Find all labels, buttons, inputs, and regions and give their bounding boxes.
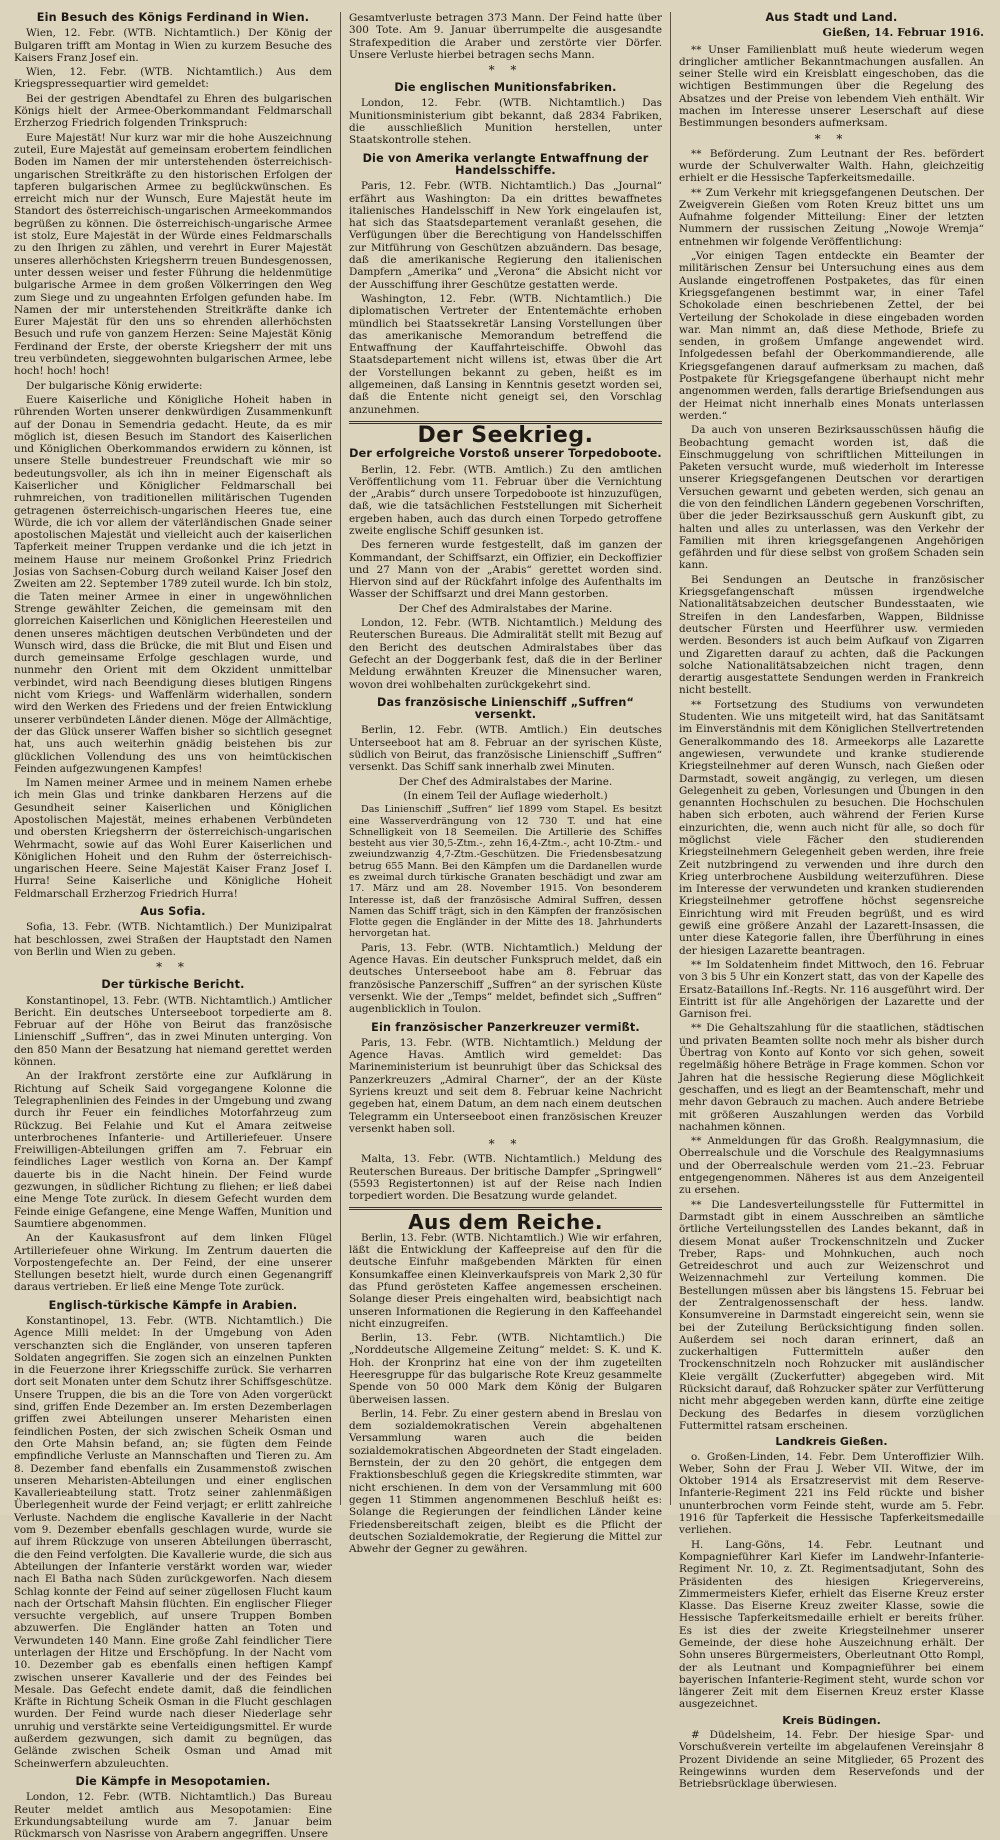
article-headline: Ein französischer Panzerkreuzer vermißt. <box>371 1020 640 1034</box>
article-paragraph: H. Lang-Göns, 14. Febr. Leutnant und Kompagnieführer Karl Kiefer im Landwehr-Infanterie-Regiment Nr. 10, z. Zt. Regimentsadjutant, Sohn des Präsidenten des hiesigen Kriegervereins, Zimmermeisters Kiefer, erhielt das Eiserne Kreuz erster Klasse. Das Eiserne Kreuz zweiter Klasse, sowie die Hessische Tapferkeitsmedaille erhielt er bereits früher. Es ist dies der zweite Kriegsteilnehmer unserer Gemeinde, der diese hohe Auszeichnung erhält. Der Sohn unseres Bürgermeisters, Oberleutnant Otto Rompl, der als Leutnant und Kompagnieführer bei einem bayerischen Infanterie-Regiment steht, wurde schon vor längerer Zeit mit dem Eisernen Kreuz erster Klasse ausgezeichnet. <box>679 1538 984 1711</box>
article-paragraph: Da auch von unseren Bezirksausschüssen häufig die Beobachtung gemacht worden ist, daß die Einschmuggelung von schriftlichen Mitteilungen in Paketen versucht wurde, muß wiederholt im Interesse unserer Kriegsgefangenen Deutschen vor derartigen Versuchen gewarnt und gebeten werden, sich genau an die von den feindlichen Ländern gegebenen Vorschriften, über die jeder Bezirksausschuß gern Auskunft gibt, zu halten und alles zu unterlassen, was den Verkehr der Familien mit ihren kriegsgefangenen Angehörigen gefährden und für diese selbst von großem Schaden sein kann. <box>679 424 984 572</box>
article-paragraph: Konstantinopel, 13. Febr. (WTB. Nichtamtlich.) Amtlicher Bericht. Ein deutsches Unterseeboot torpedierte am 8. Februar auf der Höhe von Beirut das französische Linienschiff „Suffren“, das in zwei Minuten unterging. Von den 850 Mann der Besatzung hat niemand gerettet werden können. <box>14 994 332 1069</box>
dateline: Gießen, 14. Februar 1916. <box>822 26 984 40</box>
article-paragraph: Sofia, 13. Febr. (WTB. Nichtamtlich.) Der Munizipalrat hat beschlossen, zwei Straßen der Hauptstadt den Namen von Berlin und Wien zu geben. <box>14 921 332 958</box>
article-paragraph: ** Die Landesverteilungsstelle für Futtermittel in Darmstadt gibt in einem Ausschreiben an sämtliche örtliche Verteilungsstellen des Landes bekannt, daß in diesem Monat außer Trockenschnitzeln und Zucker Treber, Raps- und Mohnkuchen, auch noch Getreideschrot und auch zur Weizenschrot und Weizennachmehl zur Verteilung kommen. Die Bestellungen müssen aber bis längstens 15. Februar bei der Zentralgenossenschaft der hess. landw. Konsumvereine in Darmstadt eingereicht sein, wenn sie bei der Zuteilung Berücksichtigung finden sollen. Außerdem sei noch daran erinnert, daß an zuckerhaltigen Futtermitteln außer den Trockenschnitzeln noch Rohzucker mit ausländischer Kleie vergällt (Zuckerfutter) abgegeben wird. Mit Rücksicht darauf, daß Rohzucker später zur Verfütterung nicht mehr abgegeben werden kann, dürfte eine zeitige Deckung des Bedarfes in diesem vorzüglichen Futtermittel ratsam erscheinen. <box>679 1198 984 1432</box>
section-heading: Aus dem Reiche. <box>408 1210 603 1235</box>
article-paragraph: Der Chef des Admiralstabes der Marine. <box>398 775 613 788</box>
subsection-heading: Kreis Büdingen. <box>782 1713 881 1727</box>
article-paragraph: An der Irakfront zerstörte eine zur Aufklärung in Richtung auf Scheik Said vorgegangene Kolonne die Telegraphenlinien des Feindes in der Umgebung und zwang durch ihr Feuer ein feindliches Motorfahrzeug zum Rückzug. Bei Felahie und Kut el Amara zeitweise unterbrochenes Infanterie- und Artilleriefeuer. Unsere Freiwilligen-Abteilungen griffen am 7. Februar ein feindliches Lager westlich von Korna an. Der Kampf dauerte bis in die Nacht hinein. Der Feind wurde gezwungen, in südlicher Richtung zu fliehen; er ließ dabei eine Menge Tote zurück. In diesem Gefecht wurden dem Feinde einige Gefangene, eine Menge Waffen, Munition und Saumtiere abgenommen. <box>14 1070 332 1230</box>
article-paragraph: Des ferneren wurde festgestellt, daß im ganzen der Kommandant, der Schiffsarzt, ein Offizier, ein Deckoffizier und 27 Mann von der „Arabis“ gerettet worden sind. Hiervon sind auf der Rückfahrt infolge des Aufenthalts im Wasser der Schiffsarzt und drei Mann gestorben. <box>349 539 662 601</box>
section-divider-stars: * * <box>488 1137 523 1152</box>
article-paragraph: Washington, 12. Febr. (WTB. Nichtamtlich.) Die diplomatischen Vertreter der Ententemächte erhoben mündlich bei Staatssekretär Lansing Vorstellungen über das amerikanische Memorandum betreffend die Entwaffnung der Kauffahrteischiffe. Obwohl das Staatsdepartement nicht willens ist, etwas über die Art der Vorstellungen bekannt zu geben, heißt es im allgemeinen, daß Lansing in Kenntnis gesetzt worden sei, daß die Entente nicht geneigt sei, den Vorschlag anzunehmen. <box>349 292 662 416</box>
column-left <box>12 11 340 1840</box>
section-divider-stars: * * <box>814 131 849 146</box>
column-right <box>670 11 986 1791</box>
article-paragraph: Der bulgarische König erwiderte: <box>26 379 203 392</box>
article-paragraph: Bei Sendungen an Deutsche in französischer Kriegsgefangenschaft müssen irgendwelche Nationalitätsabzeichen deutscher Bundesstaaten, wie Streifen in den Landesfarben, Wappen, Bildnisse deutscher Fürsten und Heerführer usw. vermieden werden. Besonders ist auch beim Aufkauf von Zigarren und Zigaretten darauf zu achten, daß die Packungen solche Nationalitätsabzeichen nicht tragen, denn derartig ausgestattete Sendungen werden in Frankreich nicht bestellt. <box>679 573 984 697</box>
article-paragraph: Der Chef des Admiralstabes der Marine. <box>398 602 613 615</box>
section-heading: Der Seekrieg. <box>417 422 594 448</box>
article-paragraph: Berlin, 12. Febr. (WTB. Amtlich.) Zu den amtlichen Veröffentlichung vom 11. Februar über die Vernichtung der „Arabis“ durch unsere Torpedoboote ist hinzuzufügen, daß, wie die tatsächlichen Feststellungen mit Sicherheit ergeben haben, auch das durch einen Torpedo getroffene zweite englische Schiff gesunken ist. <box>349 463 662 537</box>
article-headline: Der erfolgreiche Vorstoß unserer Torpedoboote. <box>349 447 662 461</box>
article-paragraph: London, 12. Febr. (WTB. Nichtamtlich.) Das Munitionsministerium gibt bekannt, daß 2834 Fabriken, die ausschließlich Munition herstellen, unter Staatskontrolle stehen. <box>349 97 662 147</box>
article-paragraph: Euere Kaiserliche und Königliche Hoheit haben in rührenden Worten unserer denkwürdigen Zusammenkunft auf der Donau in Semendria gedacht. Heute, da es mir möglich ist, diesen Besuch im Standort des Kaiserlichen und Königlichen Oberkommandos erwidern zu können, ist unsere Stelle bundestreuer Freundschaft wie mir so bedeutungsvoller, als ich ihn in meiner Eigenschaft als Kaiserlicher und Königlicher Feldmarschall bei ruhmreichen, von traditionellen militärischen Tugenden getragenen österreichisch-ungarischen Heeres tue, eine Würde, die ich vor allem der väterländischen Gnade seiner apostolischen Majestät und vielleicht auch der kaiserlichen Tapferkeit meiner Truppen verdanke und die ich jetzt in meinem Hause nur meinem Großonkel Prinz Friedrich Josias von Sachsen-Coburg durch weiland Kaiser Josef den Zweiten am 22. September 1789 zuteil wurde. Ich bin stolz, die Taten meiner Armee in einer in ungewöhnlichen Strenge gewählter Zeichen, die gemeinsam mit den glorreichen Kaiserlichen und Königlichen Heeresteilen und denen unseres mächtigen deutschen Verbündeten und der Wunsch wird, dass die Brücke, die mit Blut und Eisen und durch gemeinsame Erfolge geschlagen wurde, und nunmehr den Orient mit dem Okzident unmittelbar verbindet, wird nach Beendigung dieses blutigen Ringens nicht vom Kriegs- und Waffenlärm widerhallen, sondern wird den Werken des Friedens und der freien Entwicklung unserer verbündeten Länder dienen. Möge der Allmächtige, der das Glück unserer Waffen bisher so sichtlich gesegnet hat, uns auch weiterhin gnädig beistehen bis zur glücklichen Vollendung des uns von heimtückischen Feinden aufgezwungenen Kampfes! <box>14 393 332 775</box>
article-headline: Die englischen Munitionsfabriken. <box>394 81 617 95</box>
article-paragraph: London, 12. Febr. (WTB. Nichtamtlich.) Meldung des Reuterschen Bureaus. Die Admiralität stellt mit Bezug auf den Bericht des deutschen Admiralstabes über das Gefecht an der Doggerbank fest, daß die in der Berliner Meldung erwähnten Kreuzer die Minensucher waren, wovon drei wohlbehalten zurückgekehrt sind. <box>349 617 662 691</box>
article-paragraph: Gesamtverluste betragen 373 Mann. Der Feind hatte über 300 Tote. Am 9. Januar überrumpelte die ausgesandte Strafexpedition die Araber und zerstörte vier Dörfer. Unsere Verluste hierbei betragen sechs Mann. <box>349 12 662 61</box>
article-headline: Aus Stadt und Land. <box>765 11 898 24</box>
article-paragraph: Malta, 13. Febr. (WTB. Nichtamtlich.) Meldung des Reuterschen Bureaus. Der britische Dampfer „Springwell“ (5593 Registertonnen) ist auf der Reise nach Indien torpediert worden. Die Besatzung wurde gelandet. <box>349 1153 662 1203</box>
article-paragraph: ** Im Soldatenheim findet Mittwoch, den 16. Februar von 3 bis 5 Uhr ein Konzert statt, das von der Kapelle des Ersatz-Bataillons Inf.-Regts. Nr. 116 ausgeführt wird. Der Eintritt ist für alle Angehörigen der Lazarette und der Garnison frei. <box>679 958 984 1021</box>
article-paragraph: ** Anmeldungen für das Großh. Realgymnasium, die Oberrealschule und die Vorschule des Realgymnasiums und der Oberrealschule werden vom 21.–23. Februar entgegengenommen. Näheres ist aus dem Anzeigenteil zu ersehen. <box>679 1135 984 1197</box>
article-paragraph: An der Kaukasusfront auf dem linken Flügel Artilleriefeuer ohne Wirkung. Im Zentrum dauerten die Vorpostengefechte an. Der Feind, der eine unserer Stellungen besetzt hielt, wurde durch einen Gegenangriff daraus vertrieben. Er ließ eine Menge Tote zurück. <box>14 1232 332 1294</box>
article-paragraph: Paris, 13. Febr. (WTB. Nichtamtlich.) Meldung der Agence Havas. Ein deutscher Funkspruch meldet, daß ein deutsches Unterseeboot habe am 8. Februar das französische Panzerschiff „Suffren“ an der syrischen Küste versenkt. Wie der „Temps“ meldet, befindet sich „Suffren“ augenblicklich in Toulon. <box>349 941 662 1016</box>
subsection-heading: Landkreis Gießen. <box>775 1435 888 1449</box>
article-headline: Ein Besuch des Königs Ferdinand in Wien. <box>36 11 310 24</box>
article-paragraph: Wien, 12. Febr. (WTB. Nichtamtlich.) Der König der Bulgaren trifft am Montag in Wien zu kurzem Besuche des Kaisers Franz Josef ein. <box>14 27 332 64</box>
article-headline: Die Kämpfe in Mesopotamien. <box>75 1774 271 1788</box>
article-paragraph: Berlin, 13. Febr. (WTB. Nichtamtlich.) Die „Norddeutsche Allgemeine Zeitung“ meldet: S. K. und K. Hoh. der Kronprinz hat eine von der ihm zugeteilten Heeresgruppe für das bulgarische Rote Kreuz gesammelte Spende von 50 000 Mark dem König der Bulgaren überweisen lassen. <box>349 1332 662 1406</box>
article-paragraph: Wien, 12. Febr. (WTB. Nichtamtlich.) Aus dem Kriegspressequartier wird gemeldet: <box>14 66 332 91</box>
article-paragraph: London, 12. Febr. (WTB. Nichtamtlich.) Das Bureau Reuter meldet amtlich aus Mesopotamien: Eine Erkundungsabteilung wurde am 7. Januar beim Rückmarsch von Nasrisse von Arabern angegriffen. Unsere <box>14 1791 332 1840</box>
article-paragraph: ** Fortsetzung des Studiums von verwundeten Studenten. Wie uns mitgeteilt wird, hat das Sanitätsamt im Einverständnis mit dem Königlichen Stellvertretenden Generalkommando des 18. Armeekorps alle Lazarette angewiesen, verwundete und kranke studierende Kriegsteilnehmer auf deren Wunsch, nach Gießen oder Darmstadt, soweit angängig, zu verlegen, um diesen Gelegenheit zu geben, Vorlesungen und Übungen in den genannten Hochschulen zu besuchen. Die Hochschulen haben sich erboten, auch während der Ferien Kurse einzurichten, die, wenn auch nicht für alle, so doch für möglichst viele Fächer den studierenden Kriegsteilnehmern Gelegenheit geben werden, ihre freie Zeit nutzbringend zu verwenden und ihre durch den Krieg unterbrochene Ausbildung weiterzuführen. Diese im Interesse der verwundeten und kranken studierenden Kriegsteilnehmer getroffene höchst segensreiche Einrichtung wird mit Freuden begrüßt, und es wird gewiß eine größere Anzahl der Lazarett-Insassen, die unter diese Kategorie fallen, ihre Überführung in eines der hiesigen Lazarette beantragen. <box>679 698 984 957</box>
article-paragraph: o. Großen-Linden, 14. Febr. Dem Unteroffizier Wilh. Weber, Sohn der Frau J. Weber VII. Witwe, der im Oktober 1914 als Ersatzreservist mit dem Reserve-Infanterie-Regiment 221 ins Feld rückte und bisher ununterbrochen vorm Feinde steht, wurde am 5. Febr. 1916 für Tapferkeit die Hessische Tapferkeitsmedaille verliehen. <box>679 1450 984 1537</box>
article-paragraph: „Vor einigen Tagen entdeckte ein Beamter der militärischen Zensur bei Untersuchung eines aus dem Auslande eingetroffenen Postpaketes, das für einen Kriegsgefangenen bestimmt war, in einer Tafel Schokolade einen beschriebenen Zettel, der bei Verteilung der Schokolade in diese eingebaden worden war. Man nimmt an, daß diese Methode, Briefe zu senden, in großem Umfange angewendet wird. Infolgedessen befahl der Oberkommandierende, alle Kriegsgefangenen darauf aufmerksam zu machen, daß Postpakete für Kriegsgefangene überhaupt nicht mehr angenommen werden, falls derartige Briefsendungen aus der Heimat nicht innerhalb eines Monats unterlassen werden.“ <box>679 250 984 422</box>
section-divider-stars: * * <box>156 960 190 975</box>
article-headline: Aus Sofia. <box>140 905 206 919</box>
article-paragraph: Berlin, 13. Febr. (WTB. Nichtamtlich.) Wie wir erfahren, läßt die Entwicklung der Kaffeepreise auf den für die deutsche Einfuhr maßgebenden Märkten für einen Konsumkaffee einen Kleinverkaufspreis von Mark 2,30 für das Pfund gerösteten Kaffee angemessen erscheinen. Solange dieser Preis eingehalten wird, beabsichtigt nach unseren Informationen die Regierung in den Kaffeehandel nicht einzugreifen. <box>349 1231 662 1330</box>
article-paragraph: Im Namen meiner Armee und in meinem Namen erhebe ich mein Glas und trinke dankbaren Herzens auf die Gesundheit seiner Kaiserlichen und Königlichen Apostolischen Majestät, meines erhabenen Verbündeten und obersten Kriegsherrn der österreichisch-ungarischen Wehrmacht, sowie auf das Wohl Eurer Kaiserlichen und Königlichen Hoheit und den Ruhm der österreichisch-ungarischen Heere. Seine Majestät Kaiser Franz Josef I. Hurra! Seine Kaiserliche und Königliche Hoheit Feldmarschall Erzherzog Friedrich Hurra! <box>14 777 332 900</box>
section-divider-stars: * * <box>488 63 523 78</box>
column-middle <box>340 12 670 1556</box>
article-paragraph: ** Unser Familienblatt muß heute wiederum wegen dringlicher amtlicher Bekanntmachungen ausfallen. An seiner Stelle wird ein Kreisblatt eingeschoben, das die wichtigen Bestimmungen über die Regelung des Absatzes und der Preise von lebendem Vieh enthält. Wir machen im Interesse unserer Leserschaft auf diese Bestimmungen besonders aufmerksam. <box>679 43 984 130</box>
article-paragraph: Paris, 12. Febr. (WTB. Nichtamtlich.) Das „Journal“ erfährt aus Washington: Da ein drittes bewaffnetes italienisches Handelsschiff in New York eingelaufen ist, hat sich das Staatsdepartement veranlaßt gesehen, die Verfügungen über die Berechtigung von Handelsschiffen zur Mitführung von Geschützen abzuändern. Das besage, daß die amerikanische Regierung den italienischen Dampfern „Amerika“ und „Verona“ die Absicht nicht vor der Ausschiffung ihrer Geschütze gestatten werde. <box>349 180 662 291</box>
article-paragraph: Eure Majestät! Nur kurz war mir die hohe Auszeichnung zuteil, Eure Majestät auf gemeinsam erobertem feindlichen Boden im Namen der mir unterstehenden österreichisch-ungarischen Streitkräfte zu den historischen Erfolgen der tapferen bulgarischen Armee zu beglückwünschen. Es erreicht mich nur der Wunsch, Eure Majestät heute im Standort des österreichisch-ungarischen Armeekommandos begrüßen zu können. Die österreichisch-ungarische Armee ist stolz, Eure Majestät in der Würde eines Feldmarschalls zu den Ihrigen zu zählen, und verehrt in Eurer Majestät unseres allerhöchsten Kriegsherrn treuen Bundesgenossen, unter dessen weiser und fester Führung die heldenmütige bulgarische Armee in dem großen Völkerringen den Weg zum Siege und zu ungeahnten Erfolgen gefunden habe. Im Namen der mir unterstehenden Streitkräfte danke ich Eurer Majestät für den uns so ehrenden allerhöchsten Besuch und rufe von ganzem Herzen: Seine Majestät König Ferdinand der Erste, der oberste Kriegsherr der mit uns treu verbündeten, sieggewohnten bulgarischen Armee, lebe hoch! hoch! hoch! <box>14 131 332 378</box>
article-headline: Die von Amerika verlangte Entwaffnung der Handelsschiffe. <box>362 151 649 177</box>
article-headline: Das französische Linienschiff „Suffren“ versenkt. <box>376 695 635 722</box>
article-paragraph: Berlin, 14. Febr. Zu einer gestern abend in Breslau von dem sozialdemokratischen Verein abgehaltenen Versammlung waren auch die beiden sozialdemokratischen Abgeordneten der Stadt eingeladen. Bernstein, der zu den 20 gehört, die entgegen dem Fraktionsbeschluß gegen die Kriegskredite stimmten, war nicht erschienen. In dem von der Versammlung mit 600 gegen 11 Stimmen angenommenen Beschluß heißt es: Solange die Regierungen der feindlichen Länder keine Friedensbereitschaft zeigen, bleibt es die Pflicht der deutschen Sozialdemokratie, der Regierung die Mittel zur Abwehr der Gegner zu gewähren. <box>349 1407 662 1556</box>
article-paragraph: Paris, 13. Febr. (WTB. Nichtamtlich.) Meldung der Agence Havas. Amtlich wird gemeldet: Das Marineministerium ist beunruhigt über das Schicksal des Panzerkreuzers „Admiral Charner“, der an der Küste Syriens kreuzt und seit dem 8. Februar keine Nachricht gegeben hat, einem Datum, an dem nach einem deutschen Telegramm ein Unterseeboot einen französischen Kreuzer versenkt haben soll. <box>349 1036 662 1135</box>
article-paragraph: (In einem Teil der Auflage wiederholt.) <box>403 789 608 802</box>
article-headline: Der türkische Bericht. <box>101 978 245 992</box>
article-headline: Englisch-türkische Kämpfe in Arabien. <box>48 1298 298 1312</box>
article-paragraph: Berlin, 12. Febr. (WTB. Amtlich.) Ein deutsches Unterseeboot hat am 8. Februar an der syrischen Küste, südlich von Beirut, das französische Linienschiff „Suffren“ versenkt. Das Schiff sank innerhalb zwei Minuten. <box>349 724 662 774</box>
article-paragraph: Das Linienschiff „Suffren“ lief 1899 vom Stapel. Es besitzt eine Wasserverdrängung von 12 730 T. und hat eine Schnelligkeit von 18 Seemeilen. Die Artillerie des Schiffes besteht aus vier 30,5-Ztm.-, zehn 16,4-Ztm.-, acht 10-Ztm.- und zweiundzwanzig 4,7-Ztm.-Geschützen. Die Friedensbesatzung betrug 655 Mann. Bei den Kämpfen um die Dardanellen wurde es zweimal durch türkische Granaten beschädigt und zwar am 17. März und am 28. November 1915. Von besonderem Interesse ist, daß der französische Admiral Suffren, dessen Namen das Schiff trägt, sich in den Kämpfen der französischen Flotte gegen die Engländer in der Mitte des 18. Jahrhunderts hervorgetan hat. <box>349 804 662 940</box>
article-paragraph: Bei der gestrigen Abendtafel zu Ehren des bulgarischen Königs hielt der Armee-Oberkommandant Feldmarschall Erzherzog Friedrich folgenden Trinkspruch: <box>14 92 332 130</box>
article-paragraph: # Düdelsheim, 14. Febr. Der hiesige Spar- und Vorschußverein verteilte im abgelaufenen Vereinsjahr 8 Prozent Dividende an seine Mitglieder, 65 Prozent des Reingewinns wurden dem Reservefonds und der Betriebsrücklage überwiesen. <box>679 1729 984 1791</box>
article-paragraph: ** Zum Verkehr mit kriegsgefangenen Deutschen. Der Zweigverein Gießen vom Roten Kreuz bittet uns um Aufnahme folgender Mitteilung: Einer der letzten Nummern der russischen Zeitung „Nowoje Wremja“ entnehmen wir folgende Veröffentlichung: <box>679 186 984 248</box>
article-paragraph: ** Beförderung. Zum Leutnant der Res. befördert wurde der Schulverwalter Walth. Hahn, gleichzeitig erhielt er die Hessische Tapferkeitsmedaille. <box>679 147 984 185</box>
article-paragraph: Konstantinopel, 13. Febr. (WTB. Nichtamtlich.) Die Agence Milli meldet: In der Umgebung von Aden verschanzten sich die Engländer, von unseren tapferen Soldaten angegriffen. Sie zogen sich an einzelnen Punkten in die Feuerzone ihrer Kriegsschiffe zurück. Sie verharren dort seit Monaten unter dem Schutz ihrer Schiffsgeschütze. Unsere Truppen, die bis an die Tore von Aden vorgerückt sind, griffen Ende Dezember an. Im ersten Dezemberlagen griffen zwei Abteilungen unserer Meharisten einen feindlichen Posten, der sich zwischen Scheik Osman und den Orte Mahsin befand, an; sie fügten dem Feinde empfindliche Verluste an Mannschaften und Tieren zu. Am 8. Dezember fand ebenfalls ein Zusammenstoß zwischen unseren Meharisten-Abteilungen und einer englischen Kavallerieabteilung statt. Trotz seiner zahlenmäßigen Überlegenheit wurde der Feind verjagt; er erlitt zahlreiche Verluste. Nachdem die englische Kavallerie in der Nacht vom 9. Dezember ebenfalls geschlagen wurde, wurde sie auf ihrem Rückzuge von unseren Abteilungen überrascht, die den Feind verfolgten. Die Kavallerie wurde, die sich aus Abteilungen der Infanterie verstärkt worden war, wieder nach El Batha nach Süden zurückgeworfen. Nach diesem Schlag konnte der Feind auf seiner zügellosen Flucht kaum nach der Ortschaft Mahsin flüchten. Ein englischer Flieger versuchte vergeblich, auf unsere Truppen Bomben abzuwerfen. Die Engländer hatten an Toten und Verwundeten 140 Mann. Eine große Zahl feindlicher Tiere unterlagen der Hitze und Erschöpfung. In der Nacht vom 10. Dezember gab es ebenfalls einen heftigen Kampf zwischen unserer Kavallerie und der des Feindes bei Mesale. Das Gefecht endete damit, daß die feindlichen Kräfte in Richtung Scheik Osman in die Flucht geschlagen wurden. Der Feind wurde nach dieser Niederlage sehr unruhig und verstärkte seine Verteidigungsmittel. Er wurde außerdem gezwungen, sich damit zu begnügen, das Gelände zwischen Scheik Osman und Amad mit Scheinwerfern abzuleuchten. <box>14 1314 332 1770</box>
article-paragraph: ** Die Gehaltszahlung für die staatlichen, städtischen und privaten Beamten sollte noch mehr als bisher durch Übertrag von Konto auf Konto vor sich gehen, soweit regelmäßig höhere Beträge in Frage kommen. Schon vor Jahren hat die hessische Regierung diese Möglichkeit geschaffen, und es liegt an der Beamtenschaft, mehr und mehr davon Gebrauch zu machen. Auch andere Betriebe mit größeren Auszahlungen werden das Vorbild nachahmen können. <box>679 1022 984 1133</box>
